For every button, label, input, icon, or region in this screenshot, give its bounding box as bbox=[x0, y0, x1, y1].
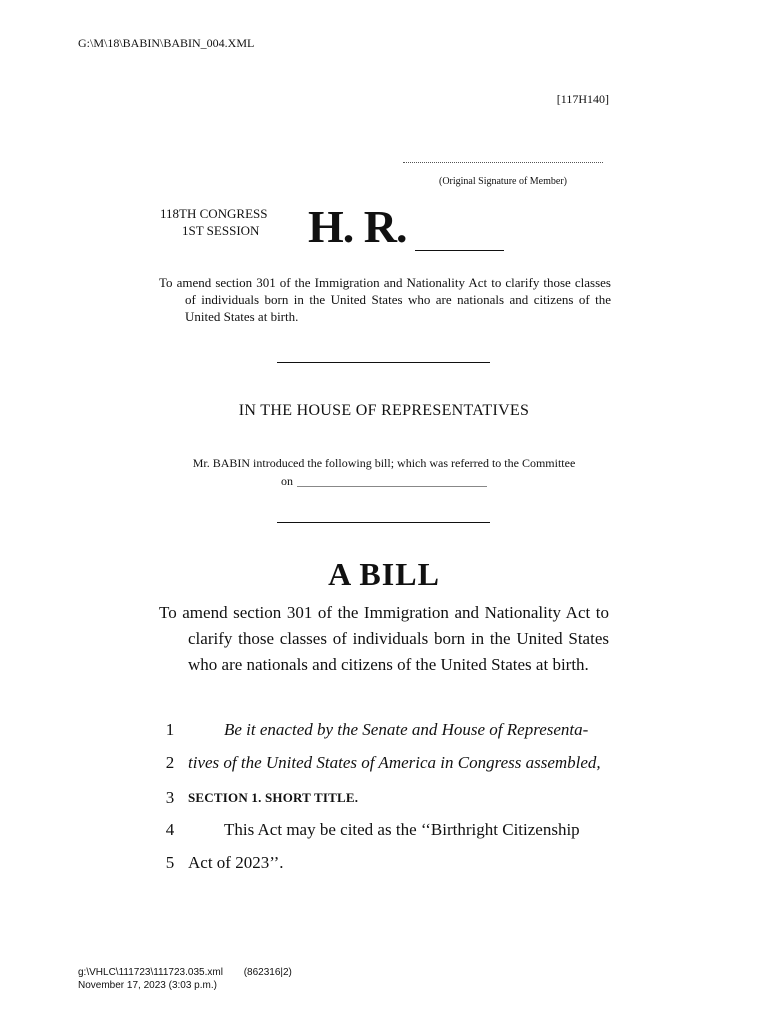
line-number: 2 bbox=[165, 753, 175, 772]
sponsor-name: Mr. BABIN bbox=[192, 456, 251, 470]
line-number: 3 bbox=[165, 788, 175, 807]
signature-line bbox=[403, 162, 603, 163]
divider bbox=[277, 522, 490, 523]
line-number: 5 bbox=[165, 853, 175, 872]
short-purpose: To amend section 301 of the Immigration and Nationality Act to clarify those classes of individuals born in the United States who are nationals and citizens of the United States at birth. bbox=[159, 275, 611, 324]
introduction-text: introduced the following bill; which was referred to the Committee bbox=[253, 456, 576, 470]
line-number: 1 bbox=[165, 720, 175, 739]
bill-title: H. R. bbox=[308, 201, 407, 252]
bill-number-blank bbox=[415, 250, 504, 251]
line-text: Be it enacted by the Senate and House of Representa- bbox=[224, 720, 589, 739]
bill-line bbox=[159, 753, 611, 777]
line-text: tives of the United States of America in Congress assembled, bbox=[188, 753, 601, 772]
bill-line bbox=[159, 720, 611, 744]
signature-caption: (Original Signature of Member) bbox=[438, 176, 568, 187]
committee-blank bbox=[297, 478, 487, 487]
introduction bbox=[159, 454, 609, 490]
file-path: G:\M\18\BABIN\BABIN_004.XML bbox=[78, 36, 255, 50]
footer-path: g:\VHLC\111723\111723.035.xml bbox=[78, 967, 223, 978]
line-number: 4 bbox=[165, 820, 175, 839]
footer-id: (862316|2) bbox=[243, 967, 292, 978]
footer bbox=[78, 966, 292, 992]
line-text: This Act may be cited as the ‘‘Birthright Citizenship bbox=[224, 820, 580, 839]
bill-heading: A BILL bbox=[328, 556, 440, 592]
document-code: [117H140] bbox=[556, 92, 609, 106]
line-text: Act of 2023’’. bbox=[188, 853, 284, 872]
committee-on-label: on bbox=[281, 474, 293, 488]
divider bbox=[277, 362, 490, 363]
congress-label: 118TH CONGRESS bbox=[160, 206, 268, 221]
section-heading: SECTION 1. SHORT TITLE. bbox=[188, 790, 359, 805]
long-purpose: To amend section 301 of the Immigration and Nationality Act to clarify those classes of individuals born in the United States who are nationals and citizens of the United States at birth. bbox=[159, 603, 609, 674]
session-label: 1ST SESSION bbox=[182, 223, 260, 238]
chamber-heading: IN THE HOUSE OF REPRESENTATIVES bbox=[238, 402, 530, 419]
bill-line bbox=[159, 788, 611, 812]
bill-line bbox=[159, 853, 611, 877]
footer-timestamp: November 17, 2023 (3:03 p.m.) bbox=[78, 980, 217, 991]
bill-line bbox=[159, 820, 611, 844]
